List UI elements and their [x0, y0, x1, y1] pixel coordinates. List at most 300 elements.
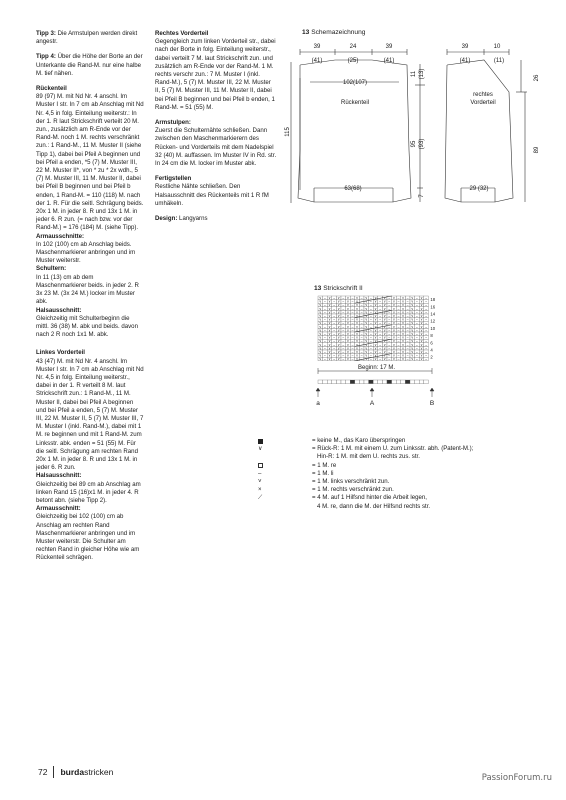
page-footer	[38, 766, 113, 778]
chart-cell-symbol: –	[388, 296, 391, 300]
chart-cell-symbol: v	[319, 342, 322, 347]
chart-cell-symbol: v	[356, 350, 358, 354]
chart-cell-symbol: –	[416, 342, 418, 347]
chart-cell-symbol: –	[388, 306, 391, 311]
legend-text: = keine M., das Karo überspringen	[312, 437, 406, 444]
chart-cell-symbol: v	[365, 314, 368, 318]
chart-cell-symbol: v	[319, 339, 322, 344]
text-column-middle	[155, 30, 277, 230]
chart-cell-symbol: v	[319, 357, 322, 362]
paragraph-text: Armausschnitte:	[36, 232, 85, 240]
legend-text: = 1 M. li	[312, 469, 334, 477]
chart-cell-symbol: –	[333, 303, 335, 308]
chart-cell-symbol: v	[319, 321, 322, 326]
chart-cell-symbol: v	[411, 353, 414, 358]
chart-cell-symbol: –	[388, 350, 391, 354]
chart-cell-symbol: v	[420, 317, 423, 322]
chart-cell-symbol: v	[420, 332, 423, 336]
chart-cell-symbol: v	[328, 339, 331, 344]
chart-cell-symbol: v	[365, 339, 368, 344]
chart-cell-symbol: v	[402, 335, 404, 340]
chart-cell-symbol: –	[425, 321, 427, 326]
chart-cell-symbol: v	[347, 339, 349, 344]
dim-bottom-front: 29 (32)	[469, 186, 489, 192]
chart-cell-symbol: v	[319, 332, 322, 336]
chart-cell-symbol: –	[351, 299, 354, 304]
chart-cell-symbol: –	[397, 350, 400, 354]
chart-cell-symbol: –	[360, 306, 363, 311]
chart-cell-symbol: –	[342, 350, 345, 354]
chart-cell-symbol: v	[374, 306, 377, 311]
brand-bold: burda	[60, 767, 85, 777]
v-mark-icon: ∨	[258, 445, 263, 453]
chart-cell-symbol: –	[342, 317, 345, 322]
dim-top-back-mid-alt: (25)	[347, 58, 359, 64]
chart-cell-symbol: v	[365, 357, 368, 362]
chart-cell-symbol: –	[351, 303, 354, 308]
chart-cell-symbol: v	[319, 303, 322, 308]
chart-cell-symbol: v	[420, 314, 423, 318]
chart-cell-symbol: –	[370, 346, 372, 351]
legend-row	[258, 445, 498, 453]
chart-cell-symbol: –	[333, 342, 335, 347]
chart-cell-symbol: –	[397, 314, 400, 318]
chart-cell-symbol: v	[383, 303, 386, 308]
chart-cell-symbol: –	[360, 296, 363, 300]
chart-cell-symbol: v	[383, 328, 386, 333]
chart-cell-symbol: v	[411, 350, 414, 354]
chart-cell-symbol: –	[333, 350, 335, 354]
chart-cell-symbol: v	[365, 350, 368, 354]
paragraph-text: Halsausschnitt:	[36, 472, 82, 480]
chart-cell-symbol: v	[374, 350, 377, 354]
chart-cell-symbol: –	[397, 296, 400, 300]
legend-symbol	[258, 494, 312, 502]
dim-bottom-back: 63(68)	[344, 186, 362, 192]
begin-row-cell	[327, 380, 332, 384]
chart-cell-symbol: v	[319, 310, 322, 315]
chart-cell-symbol: v	[411, 346, 414, 351]
chart-cell-symbol: –	[333, 314, 335, 318]
chart-cell-symbol: v	[328, 353, 331, 358]
schema-title: 13 Schemazeichnung	[302, 29, 366, 36]
legend-row	[258, 478, 498, 486]
chart-cell-symbol: –	[388, 328, 391, 333]
chart-cell-symbol: v	[383, 332, 386, 336]
chart-cell-symbol: v	[402, 328, 404, 333]
chart-cell-symbol: v	[319, 324, 322, 329]
legend-row	[258, 470, 498, 478]
chart-cell-symbol: v	[374, 328, 377, 333]
legend-row	[258, 453, 498, 461]
chart-cell-symbol: –	[333, 339, 335, 344]
chart-cell-symbol: –	[342, 299, 345, 304]
chart-cell-symbol: v	[337, 339, 340, 344]
chart-cell-symbol: v	[374, 296, 377, 300]
paragraph	[36, 30, 144, 46]
chart-cell-symbol: v	[374, 339, 377, 344]
chart-cell-symbol: v	[328, 310, 331, 315]
chart-cell-symbol: –	[379, 306, 381, 311]
chart-cell-symbol: v	[383, 346, 386, 351]
chart-cell-symbol: –	[388, 335, 391, 340]
chart-cell-symbol: v	[328, 321, 331, 326]
chart-cell-symbol: –	[342, 346, 345, 351]
chart-cell-symbol: –	[351, 339, 354, 344]
footer-divider	[53, 766, 54, 778]
chart-cell-symbol: –	[425, 332, 427, 336]
chart-cell-symbol: –	[333, 296, 335, 300]
chart-cell-symbol: v	[347, 321, 349, 326]
label-front-piece-1: rechtes	[473, 92, 493, 98]
chart-cell-symbol: –	[388, 303, 391, 308]
chart-cell-symbol: –	[360, 317, 363, 322]
paragraph-text: Rückenteil	[36, 85, 67, 93]
knitting-chart	[312, 294, 462, 434]
chart-cell-symbol: v	[411, 332, 414, 336]
chart-cell-symbol: v	[328, 306, 331, 311]
section-heading	[36, 265, 144, 273]
chart-cell-symbol: v	[356, 303, 358, 308]
chart-cell-symbol: –	[333, 328, 335, 333]
chart-cell-symbol: –	[406, 353, 409, 358]
begin-row-cell	[401, 380, 406, 384]
paragraph-text: Linkes Vorderteil	[36, 349, 85, 357]
chart-cell-symbol: v	[328, 303, 331, 308]
chart-cell-symbol: v	[347, 342, 349, 347]
chart-cell-symbol: –	[388, 342, 391, 347]
chart-cell-symbol: v	[402, 350, 404, 354]
chart-cell-symbol: v	[393, 335, 395, 340]
chart-cell-symbol: v	[402, 296, 404, 300]
chart-cell-symbol: v	[374, 314, 377, 318]
chart-cell-symbol: v	[420, 353, 423, 358]
chart-cell-symbol: –	[397, 324, 400, 329]
chart-cell-symbol: v	[337, 314, 340, 318]
chart-cell-symbol: v	[393, 310, 395, 315]
chart-row-number: 8	[430, 333, 433, 339]
dim-top-back-mid: 24	[349, 44, 357, 50]
chart-cell-symbol: v	[365, 332, 368, 336]
paragraph-text: 89 (97) M. mit Nd Nr. 4 anschl. Im Muster I str. In 7 cm ab Anschlag mit Nd Nr. 4,5 in folg. Einteilung weiterstr.: In der 1. R laut Strickschrift verteilt 20 M. zun., zusätzlich am R-Ende vor der Rand-M. noch 1 M. rechts verschränkt zun.: 1 Rand-M., 11 M. Muster II (siehe Tipp 1), dabei bei Pfeil A beginnen und bei Pfeil a enden, *5 (7) M. Muster III, 22 M. Muster II*, von * zu * 2x wdh., 5 (7) M. Muster III, 11 M. Muster II, dabei bei Pfeil B beginnen und bei Pfeil b enden, 1 Rand-M. = 110 (118) M. nach der 1. R. Für die seitl. Schrägung beids. 20x 1 M. in jeder 8. R und 13x 1 M. in jeder 6. R zun. (= nach bzw. vor der Rand-M.) = 176 (184) M. (siehe Tipp).	[36, 93, 144, 232]
chart-cell-symbol: –	[324, 342, 326, 347]
chart-cell-symbol: –	[351, 357, 354, 362]
paragraph	[155, 215, 277, 223]
chart-cell-symbol: –	[342, 314, 345, 318]
chart-cell-symbol: –	[370, 332, 372, 336]
begin-row-cell	[318, 380, 323, 384]
chart-cell-symbol: v	[411, 306, 414, 311]
chart-cell-symbol: –	[351, 342, 354, 347]
chart-cell-symbol: v	[356, 314, 358, 318]
twisted-knit-icon: ×	[258, 486, 262, 494]
legend-text: = Rück-R: 1 M. mit einem U. zum Linksstr. abh. (Patent-M.);	[312, 445, 474, 453]
chart-cell-symbol: –	[360, 350, 363, 354]
chart-cell-symbol: v	[337, 310, 340, 315]
chart-cell-symbol: –	[351, 321, 354, 326]
chart-cell-symbol: –	[425, 346, 427, 351]
section-heading	[36, 472, 144, 480]
chart-cell-symbol: –	[397, 357, 400, 362]
chart-title: 13 Strickschrift II	[314, 285, 363, 292]
paragraph-text: Restliche Nähte schließen. Den Halsausschnitt des Rückenteils mit 1 R fM umhäkeln.	[155, 183, 269, 207]
chart-cell-symbol: –	[397, 328, 400, 333]
legend-symbol	[258, 462, 312, 470]
chart-cell-symbol: v	[383, 296, 386, 300]
chart-cell-symbol: v	[365, 317, 368, 322]
chart-cell-symbol: v	[347, 296, 349, 300]
chart-cell-symbol: v	[402, 314, 404, 318]
chart-cell-symbol: –	[333, 317, 335, 322]
paragraph-text: Zuerst die Schulternähte schließen. Dann zwischen den Maschenmarkierern des Rücken- und Vorderteils mit dem Nadelspiel 32 (40) M. auffassen. Im Muster IV in Rd. str. In 24 cm die M. locker im Muster abk.	[155, 127, 277, 168]
chart-cell-symbol: –	[324, 357, 326, 362]
begin-row-cell	[336, 380, 341, 384]
chart-cell-symbol: v	[328, 342, 331, 347]
chart-cell-symbol: v	[411, 357, 414, 362]
chart-cell-symbol: –	[416, 339, 418, 344]
chart-cell-symbol: –	[351, 296, 354, 300]
chart-cell-symbol: v	[337, 350, 340, 354]
paragraph-text: Gleichzeitig bei 102 (100) cm ab Anschlag am rechten Rand Maschenmarkierer anbringen und im Muster weiterstr. Die Schulter am rechten Rand in gleicher Höhe wie am Rückenteil schrägen.	[36, 513, 140, 562]
chart-cell-symbol: –	[342, 296, 345, 300]
chart-cell-symbol: v	[365, 353, 368, 358]
chart-cell-symbol: v	[337, 317, 340, 322]
chart-cell-symbol: v	[411, 339, 414, 344]
dash-icon: –	[258, 469, 262, 477]
chart-cell-symbol: v	[347, 332, 349, 336]
chart-cell-symbol: v	[402, 299, 404, 304]
chart-cell-symbol: v	[374, 335, 377, 340]
chart-cell-symbol: –	[379, 332, 381, 336]
chart-cell-symbol: v	[411, 299, 414, 304]
chart-cell-symbol: v	[347, 303, 349, 308]
chart-cell-symbol: v	[347, 346, 349, 351]
chart-cell-symbol: v	[356, 299, 358, 304]
legend-row	[258, 437, 498, 445]
section-heading	[36, 349, 144, 357]
chart-cell-symbol: –	[397, 317, 400, 322]
chart-cell-symbol: –	[342, 310, 345, 315]
begin-row-cell	[359, 380, 364, 384]
paragraph-text: Armausschnitt:	[36, 505, 81, 513]
dim-total-height: 115	[285, 127, 291, 137]
chart-cell-symbol: –	[342, 335, 345, 340]
chart-row-number: 10	[430, 325, 436, 331]
chart-cell-symbol: –	[351, 314, 354, 318]
begin-row-cell	[382, 380, 387, 384]
arrow-label-B: B	[429, 400, 435, 407]
chart-cell-symbol: –	[406, 342, 409, 347]
paragraph	[36, 513, 144, 562]
chart-cell-symbol: –	[425, 317, 427, 322]
paragraph-text: Gegengleich zum linken Vorderteil str., dabei nach der Borte in folg. Einteilung weiterstr., dabei verteilt 7 M. laut Strickschrift zun. und zusätzlich am R-Ende vor der Rand-M. 1 M. rechts verschr zun.: 7 M. Muster I (inkl. Rand-M.), 5 (7) M. Muster III, 22 M. Muster II, 5 (7) M. Muster III, 11 M. Muster II, dabei bei Pfeil B beginnen und bei Pfeil b enden, 1 Rand-M. = 51 (55) M.	[155, 38, 276, 111]
chart-cell-symbol: v	[319, 314, 322, 318]
chart-cell-symbol: v	[328, 296, 331, 300]
chart-cell-symbol: –	[324, 306, 326, 311]
dim-top-back-left-alt: (41)	[311, 58, 323, 64]
chart-cell-symbol: –	[324, 346, 326, 351]
chart-cell-symbol: v	[319, 306, 322, 311]
chart-cell-symbol: –	[370, 299, 372, 304]
chart-cell-symbol: v	[402, 339, 404, 344]
chart-row-number: 16	[430, 304, 436, 310]
chart-cell-symbol: v	[393, 342, 395, 347]
chart-cell-symbol: v	[383, 353, 386, 358]
legend-symbol	[258, 470, 312, 478]
chart-cell-symbol: v	[356, 353, 358, 358]
chart-cell-symbol: –	[324, 332, 326, 336]
chart-cell-symbol: –	[388, 339, 391, 344]
chart-cell-symbol: v	[347, 335, 349, 340]
chart-cell-symbol: v	[328, 317, 331, 322]
paragraph-text: Rechtes Vorderteil	[155, 30, 209, 37]
schema-drawing	[285, 40, 555, 255]
chart-cell-symbol: –	[342, 342, 345, 347]
chart-cell-symbol: –	[379, 317, 381, 322]
chart-cell-symbol: –	[388, 310, 391, 315]
chart-cell-symbol: –	[324, 314, 326, 318]
chart-cell-symbol: –	[379, 335, 381, 340]
chart-cell-symbol: –	[406, 314, 409, 318]
chart-cell-symbol: v	[356, 339, 358, 344]
chart-cell-symbol: –	[425, 296, 427, 300]
chart-cell-symbol: –	[333, 321, 335, 326]
chart-cell-symbol: v	[337, 303, 340, 308]
chart-cell-symbol: –	[425, 350, 427, 354]
chart-cell-symbol: v	[337, 306, 340, 311]
chart-cell-symbol: v	[356, 306, 358, 311]
chart-cell-symbol: v	[383, 314, 386, 318]
chart-cell-symbol: –	[425, 342, 427, 347]
chart-cell-symbol: v	[402, 342, 404, 347]
paragraph-text: Die Armstulpen werden direkt angestr.	[36, 30, 138, 46]
chart-cell-symbol: –	[379, 299, 381, 304]
chart-cell-symbol: –	[406, 350, 409, 354]
paragraph-text: Gleichzeitig bei 89 cm ab Anschlag am linken Rand 15 (16)x1 M. in jeder 4. R betont abn. (siehe Tipp 2).	[36, 480, 141, 504]
chart-cell-symbol: v	[356, 321, 358, 326]
chart-row-number: 6	[430, 340, 433, 346]
section-heading	[36, 307, 144, 315]
chart-cell-symbol: –	[360, 303, 363, 308]
chart-cell-symbol: v	[328, 332, 331, 336]
arrow-label-a-small: a	[316, 400, 320, 407]
chart-cell-symbol: –	[388, 357, 391, 362]
chart-cell-symbol: –	[397, 310, 400, 315]
chart-cell-symbol: –	[351, 335, 354, 340]
chart-cell-symbol: v	[393, 346, 395, 351]
section-heading	[155, 30, 277, 38]
chart-cell-symbol: –	[416, 310, 418, 315]
chart-cell-symbol: v	[337, 357, 340, 362]
dim-front-height: 89	[534, 146, 540, 154]
paragraph-text: Halsausschnitt:	[36, 306, 82, 314]
chart-cell-symbol: v	[337, 335, 340, 340]
chart-cell-symbol: –	[333, 306, 335, 311]
chart-cell-symbol: –	[425, 357, 427, 362]
chart-cell-symbol: –	[370, 350, 372, 354]
begin-row-cell	[415, 380, 420, 384]
chart-cell-symbol: v	[420, 303, 423, 308]
chart-cell-symbol: v	[328, 314, 331, 318]
chart-cell-symbol: –	[370, 339, 372, 344]
paragraph	[36, 315, 144, 340]
chart-cell-symbol: –	[360, 339, 363, 344]
chart-cell-symbol: v	[383, 335, 386, 340]
chart-cell-symbol: –	[388, 299, 391, 304]
chart-cell-symbol: v	[420, 357, 423, 362]
chart-cell-symbol: –	[406, 310, 409, 315]
chart-cell-symbol: v	[347, 328, 349, 333]
chart-cell-symbol: v	[402, 357, 404, 362]
chart-cell-symbol: –	[333, 346, 335, 351]
chart-cell-symbol: –	[333, 324, 335, 329]
chart-cell-symbol: v	[411, 296, 414, 300]
symbol-legend	[258, 437, 498, 511]
begin-row-cell	[323, 380, 328, 384]
legend-text: Hin-R: 1 M. mit dem U. rechts zus. str.	[317, 453, 420, 461]
chart-cell-symbol: v	[411, 335, 414, 340]
legend-text: = 4 M. auf 1 Hilfsnd hinter die Arbeit legen,	[312, 494, 428, 502]
chart-cell-symbol: –	[425, 339, 427, 344]
chart-cell-symbol: v	[411, 342, 414, 347]
chart-cell-symbol: v	[402, 353, 404, 358]
chart-cell-symbol: v	[328, 335, 331, 340]
chart-cell-symbol: v	[319, 299, 322, 304]
chart-cell-symbol: v	[393, 321, 395, 326]
chart-cell-symbol: –	[333, 357, 335, 362]
chart-cell-symbol: –	[379, 303, 381, 308]
paragraph-lead: Tipp 4:	[36, 53, 56, 61]
chart-cell-symbol: v	[347, 306, 349, 311]
text-column-left	[36, 30, 144, 563]
chart-cell-symbol: v	[328, 350, 331, 354]
chart-cell-symbol: v	[365, 299, 368, 304]
chart-cell-symbol: –	[342, 339, 345, 344]
section-heading	[155, 175, 277, 183]
paragraph	[155, 183, 277, 208]
chart-cell-symbol: –	[425, 328, 427, 333]
chart-cell-symbol: –	[388, 321, 391, 326]
chart-cell-symbol: –	[397, 321, 400, 326]
chart-cell-symbol: v	[402, 306, 404, 311]
chart-cell-symbol: –	[416, 346, 418, 351]
dim-top-front-left-alt: (41)	[459, 58, 471, 64]
chart-cell-symbol: –	[397, 342, 400, 347]
chart-cell-symbol: –	[379, 342, 381, 347]
chart-cell-symbol: v	[393, 332, 395, 336]
begin-row-cell	[355, 380, 360, 384]
chart-cell-symbol: v	[374, 303, 377, 308]
chart-cell-symbol: –	[379, 314, 381, 318]
chart-cell-symbol: v	[420, 339, 423, 344]
chart-cell-symbol: v	[328, 328, 331, 333]
begin-row-cell	[346, 380, 351, 384]
paragraph	[36, 53, 144, 78]
chart-cell-symbol: v	[393, 317, 395, 322]
chart-cell-symbol: v	[374, 346, 377, 351]
chart-cell-symbol: –	[360, 335, 363, 340]
chart-cell-symbol: –	[324, 353, 326, 358]
chart-cell-symbol: –	[370, 317, 372, 322]
section-heading	[155, 119, 277, 127]
chart-cell-symbol: –	[360, 321, 363, 326]
chart-cell-symbol: v	[356, 357, 358, 362]
legend-row	[258, 462, 498, 470]
paragraph-text: Schultern:	[36, 265, 67, 273]
chart-cell-symbol: –	[351, 332, 354, 336]
chart-cell-symbol: v	[383, 321, 386, 326]
chart-cell-symbol: v	[393, 328, 395, 333]
